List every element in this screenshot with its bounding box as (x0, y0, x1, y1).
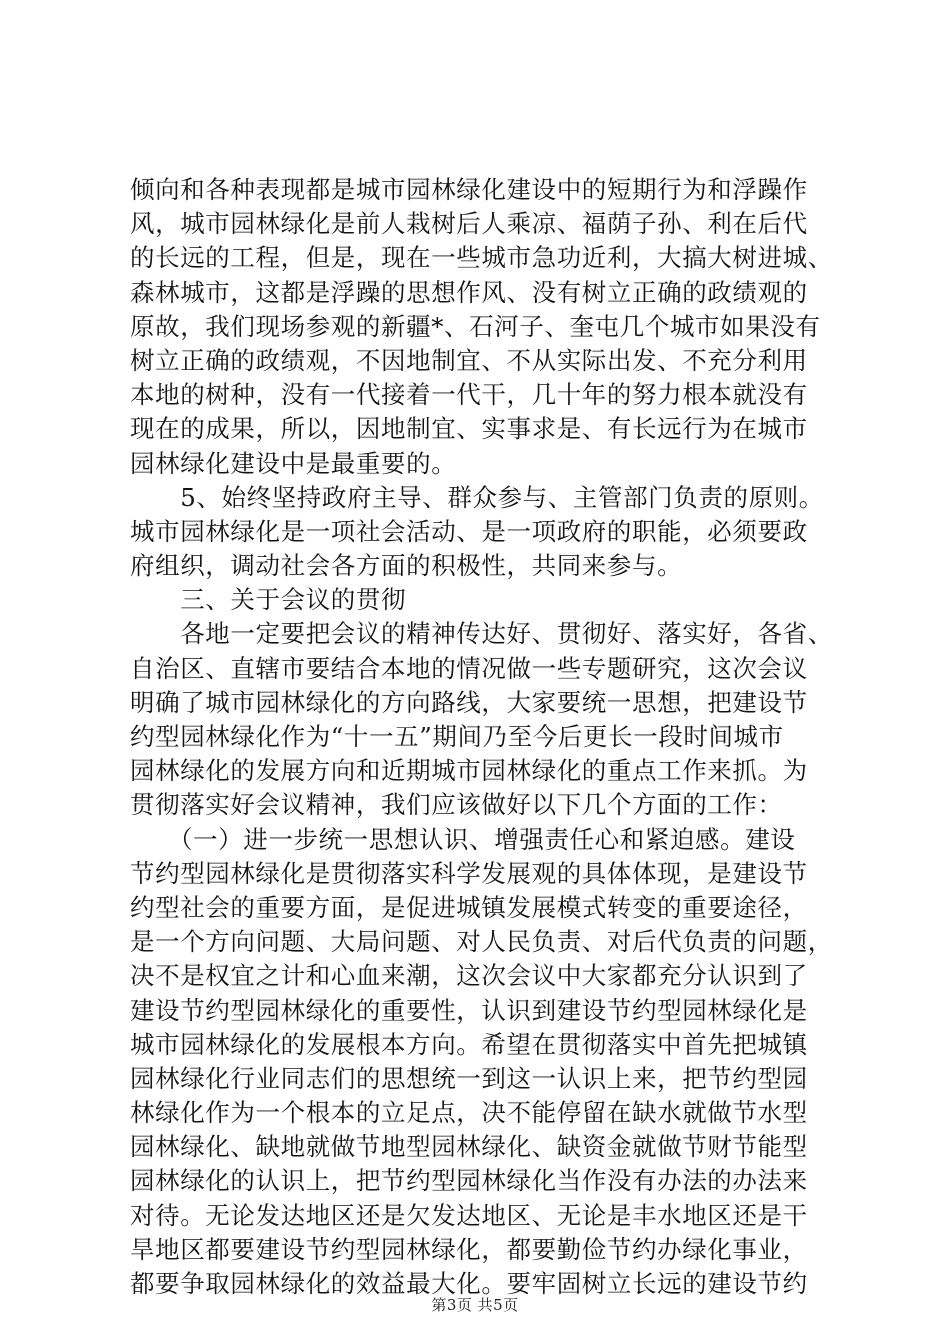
text-line: 都要争取园林绿化的效益最大化。要牢固树立长远的建设节约 (130, 1269, 808, 1298)
text-line: 节约型园林绿化是贯彻落实科学发展观的具体体现，是建设节 (130, 858, 808, 888)
text-line: 城市园林绿化的发展根本方向。希望在贯彻落实中首先把城镇 (130, 1029, 808, 1059)
text-line: 现在的成果，所以，因地制宜、实事求是、有长远行为在城市 (130, 414, 808, 444)
text-line: 风，城市园林绿化是前人栽树后人乘凉、福荫子孙、利在后代 (130, 209, 808, 239)
text-line: 约型社会的重要方面，是促进城镇发展模式转变的重要途径， (130, 892, 808, 922)
text-line: 本地的树种，没有一代接着一代干，几十年的努力根本就没有 (130, 380, 808, 410)
text-line: 约型园林绿化作为“十一五”期间乃至今后更长一段时间城市 (130, 722, 784, 751)
text-line: （一）进一步统一思想认识、增强责任心和紧迫感。建设 (130, 824, 796, 854)
page-number: 第3页 共5页 (431, 1296, 519, 1314)
text-line: 树立正确的政绩观，不因地制宜、不从实际出发、不充分利用 (130, 345, 808, 375)
text-line: 明确了城市园林绿化的方向路线，大家要统一思想，把建设节 (130, 687, 808, 717)
text-line: 原故，我们现场参观的新疆*、石河子、奎屯几个城市如果没有 (130, 311, 821, 341)
text-line: 决不是权宜之计和心血来潮，这次会议中大家都充分认识到了 (130, 961, 808, 991)
text-line: 贯彻落实好会议精神，我们应该做好以下几个方面的工作： (130, 790, 783, 820)
text-line: 是一个方向问题、大局问题、对人民负责、对后代负责的问题， (130, 927, 833, 957)
text-line: 园林绿化的认识上，把节约型园林绿化当作没有办法的办法来 (130, 1166, 808, 1196)
section-heading: 三、关于会议的贯彻 (130, 585, 407, 615)
text-line: 府组织，调动社会各方面的积极性，共同来参与。 (130, 551, 683, 581)
text-line: 园林绿化的发展方向和近期城市园林绿化的重点工作来抓。为 (130, 756, 808, 786)
text-line: 森林城市，这都是浮躁的思想作风、没有树立正确的政绩观的 (130, 277, 808, 307)
text-line: 的长远的工程，但是，现在一些城市急功近利，大搞大树进城、 (130, 243, 833, 273)
text-line: 园林绿化行业同志们的思想统一到这一认识上来，把节约型园 (130, 1063, 808, 1093)
text-line: 旱地区都要建设节约型园林绿化，都要勤俭节约办绿化事业， (130, 1234, 808, 1264)
text-line: 林绿化作为一个根本的立足点，决不能停留在缺水就做节水型 (130, 1098, 808, 1128)
text-line: 对待。无论发达地区还是欠发达地区、无论是丰水地区还是干 (130, 1200, 808, 1230)
text-line: 自治区、直辖市要结合本地的情况做一些专题研究，这次会议 (130, 653, 808, 683)
text-line: 建设节约型园林绿化的重要性，认识到建设节约型园林绿化是 (130, 995, 808, 1025)
text-line: 园林绿化、缺地就做节地型园林绿化、缺资金就做节财节能型 (130, 1132, 808, 1162)
text-line: 园林绿化建设中是最重要的。 (130, 448, 457, 478)
page-footer (0, 1294, 950, 1315)
text-line: 各地一定要把会议的精神传达好、贯彻好、落实好，各省、 (130, 619, 833, 649)
text-line: 倾向和各种表现都是城市园林绿化建设中的短期行为和浮躁作 (130, 175, 808, 204)
document-body (130, 173, 833, 1301)
text-line: 城市园林绿化是一项社会活动、是一项政府的职能，必须要政 (130, 516, 808, 546)
text-line: 5、始终坚持政府主导、群众参与、主管部门负责的原则。 (130, 482, 824, 512)
